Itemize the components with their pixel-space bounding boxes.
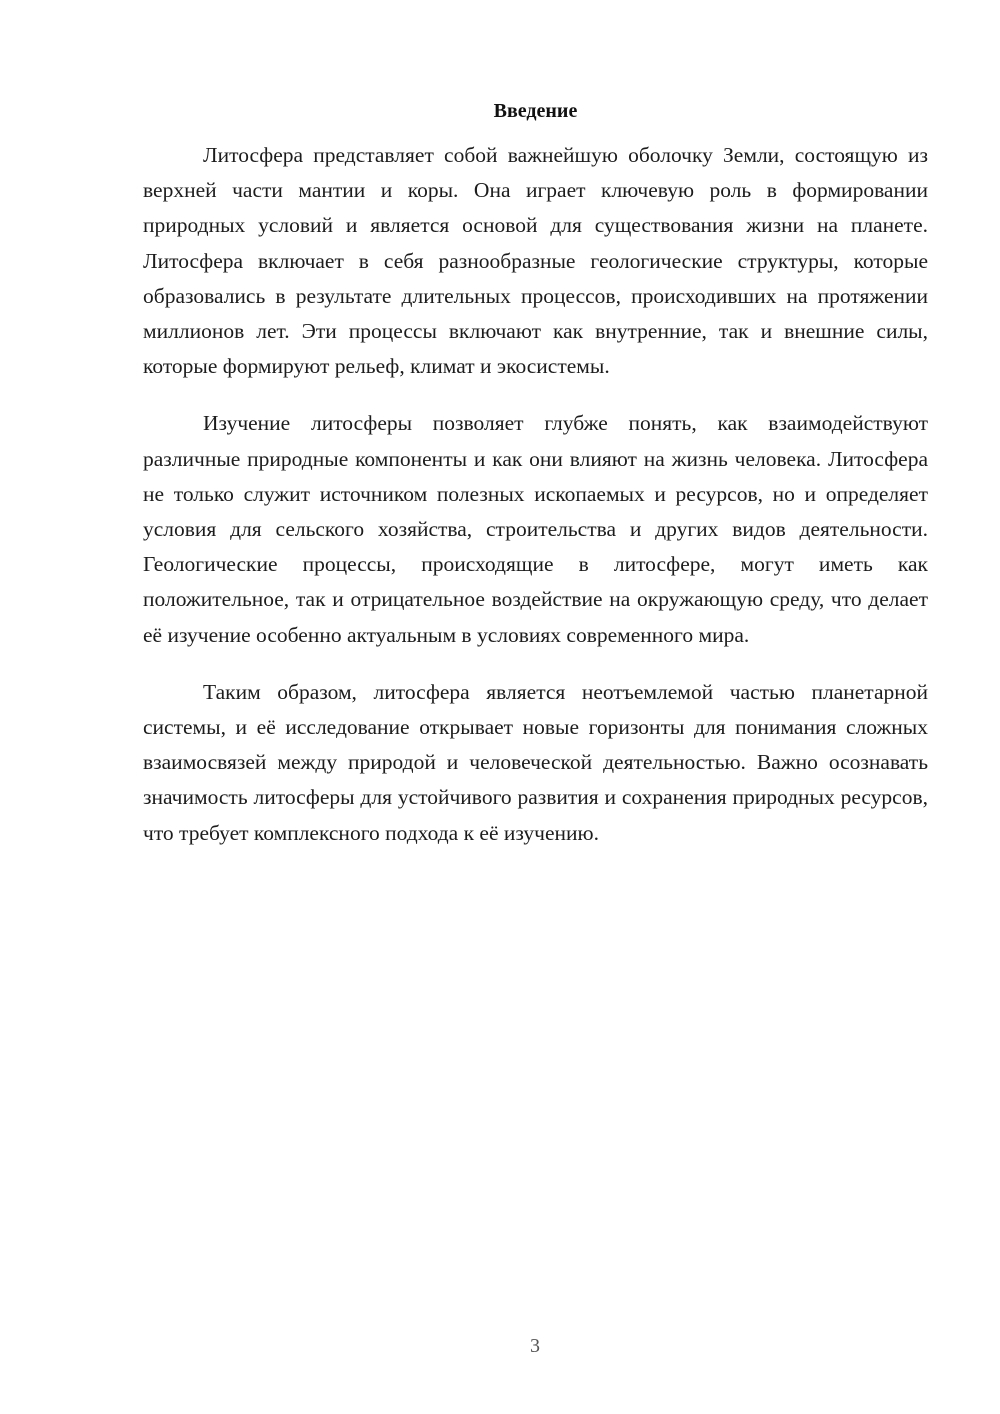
paragraph-1: Литосфера представляет собой важнейшую оболочку Земли, состоящую из верхней части мантии и коры. Она играет ключевую роль в формировании природных условий и является основой для существования жизни на планете. Литосфера включает в себя разнообразные геологические структуры, которые образовались в результате длительных процессов, происходивших на протяжении миллионов лет. Эти процессы включают как внутренние, так и внешние силы, которые формируют рельеф, климат и экосистемы. xyxy=(143,143,928,379)
paragraph-2: Изучение литосферы позволяет глубже понять, как взаимодействуют различные природные компоненты и как они влияют на жизнь человека. Литосфера не только служит источником полезных ископаемых и ресурсов, но и определяет условия для сельского хозяйства, строительства и других видов деятельности. Геологические процессы, происходящие в литосфере, могут иметь как положительное, так и отрицательное воздействие на окружающую среду, что делает её изучение особенно актуальным в условиях современного мира. xyxy=(143,411,928,647)
section-heading: Введение xyxy=(493,100,578,122)
paragraph-3: Таким образом, литосфера является неотъемлемой частью планетарной системы, и её исследование открывает новые горизонты для понимания сложных взаимосвязей между природой и человеческой деятельностью. Важно осознавать значимость литосферы для устойчивого развития и сохранения природных ресурсов, что требует комплексного подхода к её изучению. xyxy=(143,679,928,845)
page-content xyxy=(143,96,928,873)
page-number: 3 xyxy=(530,1335,540,1357)
